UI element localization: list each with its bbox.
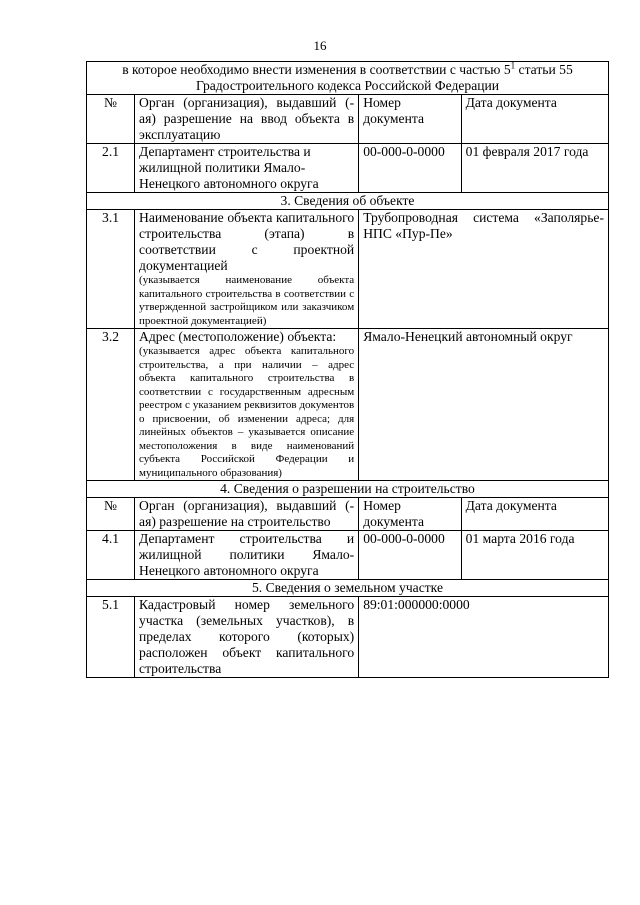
document-number-cell: 00-000-0-0000 [359,531,461,580]
section-title-5: 5. Сведения о земельном участке [87,580,609,597]
object-address-value: Ямало-Ненецкий автономный округ [359,329,609,481]
table-header-row [87,498,609,531]
table-row [87,531,609,580]
page-number: 16 [313,38,327,53]
header-organ: Орган (организация), выдавший (-ая) разрешение на строительство [135,498,359,531]
object-name-hint: (указывается наименование объекта капитального строительства в соответствии с утвержденной застройщиком или заказчиком проектной документацией) [139,274,355,327]
document-date-cell: 01 марта 2016 года [461,531,608,580]
object-address-hint: (указывается адрес объекта капитального строительства, а при наличии – адрес объекта капитального строительства в соответствии с государственным адресным реестром с указанием реквизитов документов о присвоении, об изменении адреса; для линейных объектов – указывается описание местоположения в виде наименований субъекта Российской Федерации и муниципального образования) [139,345,355,479]
table-header-row [87,95,609,144]
header-date: Дата документа [461,95,608,144]
organ-cell: Департамент строительства и жилищной политики Ямало-Ненецкого автономного округа [135,531,359,580]
header-no: № [87,95,135,144]
header-number: Номер документа [359,498,461,531]
header-no: № [87,498,135,531]
section-row [87,481,609,498]
intro-row [87,62,609,95]
table-row [87,210,609,329]
object-name-label-cell [135,210,359,329]
section-title-4: 4. Сведения о разрешении на строительство [87,481,609,498]
table-row [87,329,609,481]
row-number: 4.1 [87,531,135,580]
table-row [87,144,609,193]
document-table [86,61,609,678]
table-row [87,597,609,678]
header-date: Дата документа [461,498,608,531]
row-number: 2.1 [87,144,135,193]
section-row [87,580,609,597]
cadastral-number-value: 89:01:000000:0000 [359,597,609,678]
intro-superscript: 1 [510,60,516,71]
header-organ: Орган (организация), выдавший (-ая) разрешение на ввод объекта в эксплуатацию [135,95,359,144]
object-address-label-cell [135,329,359,481]
cadastral-label: Кадастровый номер земельного участка (земельных участков), в пределах которого (которых) расположен объект капитального строительства [135,597,359,678]
object-name-label: Наименование объекта капитального строительства (этапа) в соответствии с проектной документацией [139,210,355,273]
intro-line2-text: Градостроительного кодекса Российской Федерации [195,78,500,93]
document-date-cell: 01 февраля 2017 года [461,144,608,193]
row-number: 3.1 [87,210,135,329]
section-row [87,193,609,210]
organ-cell: Департамент строительства и жилищной политики Ямало-Ненецкого автономного округа [135,144,359,193]
intro-line1-text: в которое необходимо внести изменения в соответствии с частью 5 [122,62,511,77]
row-number: 5.1 [87,597,135,678]
header-number: Номер документа [359,95,461,144]
section-title-3: 3. Сведения об объекте [87,193,609,210]
row-number: 3.2 [87,329,135,481]
document-number-cell: 00-000-0-0000 [359,144,461,193]
object-address-label: Адрес (местоположение) объекта: [139,329,337,344]
intro-line1-end: статьи 55 [515,62,573,77]
intro-cell [87,62,609,95]
object-name-value: Трубопроводная система «Заполярье-НПС «Пур-Пе» [359,210,609,329]
